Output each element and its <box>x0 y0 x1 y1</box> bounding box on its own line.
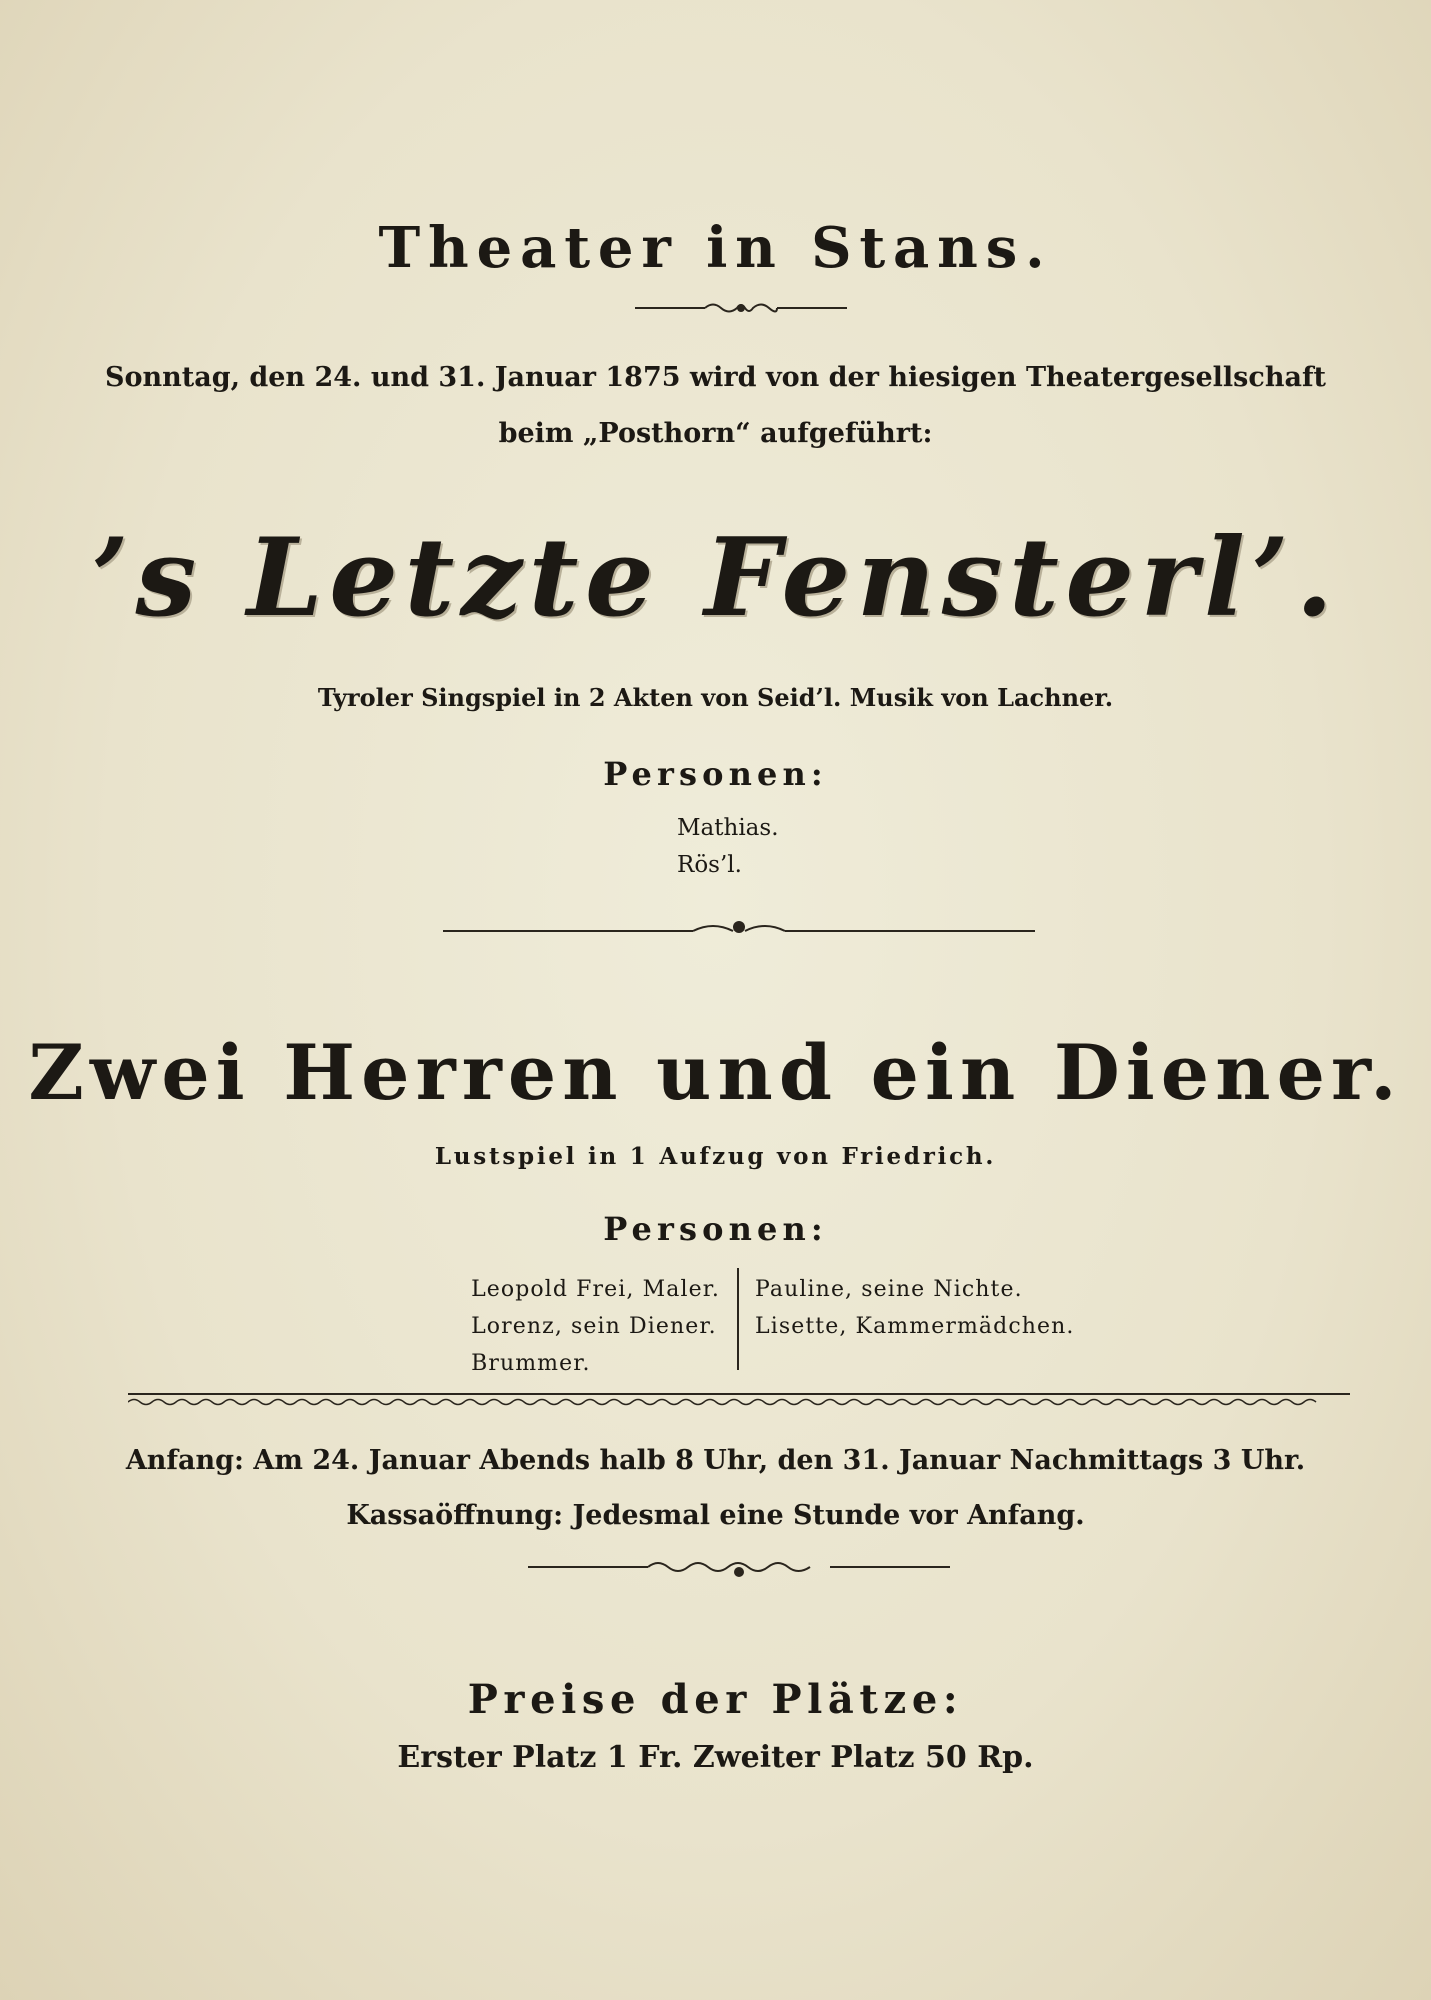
start-label: Anfang: <box>125 1445 244 1476</box>
intro-line-2: beim „Posthorn“ aufgeführt: <box>498 418 933 449</box>
play2-title: Zwei Herren und ein Diener. <box>28 1028 1403 1117</box>
play2-cast-left <box>471 1271 720 1382</box>
play1-title: ’s Letzte Fensterl’. <box>91 515 1340 641</box>
start-text: Am 24. Januar Abends halb 8 Uhr, den 31. Januar Nachmittags 3 Uhr. <box>253 1445 1306 1476</box>
theater-title: Theater in Stans. <box>378 215 1053 281</box>
ornament-divider-1 <box>635 297 847 319</box>
play2-persons-heading: Personen: <box>603 1210 828 1248</box>
start-time-line <box>0 1445 1431 1476</box>
wavy-rule <box>128 1392 1350 1406</box>
box-office-label: Kassaöffnung: <box>346 1500 564 1531</box>
intro-line-1: Sonntag, den 24. und 31. Januar 1875 wird von der hiesigen Theatergesellschaft <box>104 362 1327 393</box>
ornament-divider-2 <box>443 917 1035 943</box>
cast-member: Leopold Frei, Maler. <box>471 1277 720 1302</box>
cast-member: Lisette, Kammermädchen. <box>755 1314 1075 1339</box>
play2-subtitle: Lustspiel in 1 Aufzug von Friedrich. <box>434 1143 997 1170</box>
ornament-divider-3 <box>528 1555 950 1581</box>
cast-member: Mathias. <box>677 815 779 841</box>
box-office-line <box>0 1500 1431 1531</box>
play1-cast-list <box>677 810 779 884</box>
prices-text: Erster Platz 1 Fr. Zweiter Platz 50 Rp. <box>397 1740 1034 1775</box>
play2-cast-right <box>755 1271 1075 1345</box>
box-office-text: Jedesmal eine Stunde vor Anfang. <box>572 1500 1085 1531</box>
play1-subtitle: Tyroler Singspiel in 2 Akten von Seid’l. Musik von Lachner. <box>317 683 1114 712</box>
prices-heading: Preise der Plätze: <box>467 1676 964 1723</box>
cast-member: Rös’l. <box>677 852 742 878</box>
play1-persons-heading: Personen: <box>603 755 828 793</box>
cast-member: Pauline, seine Nichte. <box>755 1277 1023 1302</box>
cast-member: Lorenz, sein Diener. <box>471 1314 717 1339</box>
cast-column-divider <box>737 1268 739 1370</box>
cast-member: Brummer. <box>471 1351 591 1376</box>
